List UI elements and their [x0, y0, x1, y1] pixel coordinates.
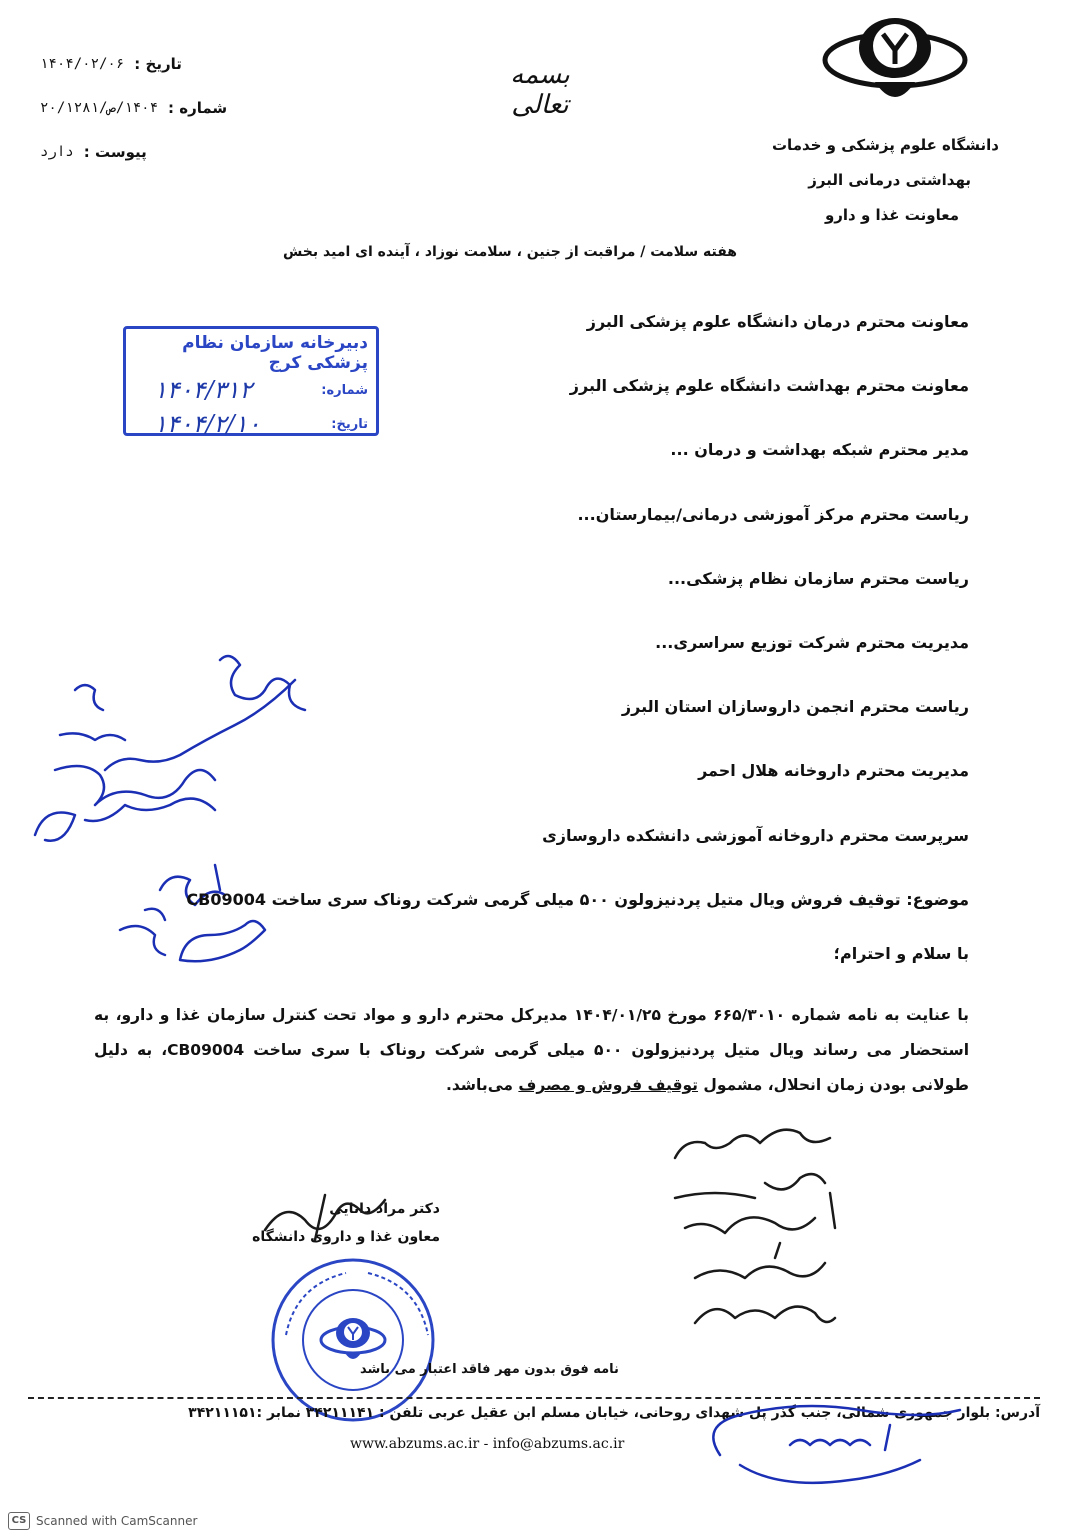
- recipient-item: سرپرست محترم داروخانه آموزشی دانشکده داروسازی: [542, 825, 969, 845]
- stamp-number-row: [134, 373, 368, 407]
- signature-scribble: [255, 1190, 395, 1250]
- attachment-value: دارد: [40, 144, 74, 160]
- basmala: بسمه تعالی: [510, 60, 570, 120]
- number-value: ۱۴۰۴/ص/۲۰/۱۲۸۱: [40, 100, 159, 116]
- stamp-date-label: تاریخ:: [331, 416, 368, 432]
- stamp-date-row: [134, 407, 368, 441]
- letter-meta: [40, 42, 270, 174]
- salutation: با سلام و احترام؛: [833, 944, 969, 963]
- organization-name: [772, 128, 999, 233]
- body-text-part1: با عنایت به نامه شماره ۶۶۵/۳۰۱۰ مورخ ۱۴۰۴/۰۱/۲۵ مدیرکل محترم دارو و مواد تحت کنترل سازمان غذا و دارو، به استحضار می رساند ویال متیل پردنیزولون ۵۰۰ میلی گرمی شرکت روناک با سری ساخت CB09004، به دلیل طولانی بودن زمان انحلال، مشمول: [94, 1006, 970, 1094]
- signer-name: دکتر مراد دانایی: [329, 1201, 440, 1217]
- handwritten-annotation: [655, 1118, 855, 1348]
- date-row: [40, 42, 270, 86]
- signer-title: معاون غذا و داروی دانشگاه: [252, 1229, 440, 1245]
- address-line: آدرس: بلوار جمهوری شمالی، جنب گذر پل شهدای روحانی، خیابان مسلم ابن عقیل عربی تلفن : ۳۴۲۱۱۱۴۱ نمابر :۳۴۲۱۱۱۵۱: [188, 1405, 1040, 1421]
- recipient-item: ریاست محترم سازمان نظام پزشکی...: [667, 568, 969, 588]
- scanner-watermark: [8, 1512, 197, 1530]
- stamp-date-value: ۱۴۰۴/۲/۱۰: [154, 410, 261, 438]
- handwritten-footer-initial: [680, 1395, 980, 1495]
- recipient-item: ریاست محترم انجمن داروسازان استان البرز: [621, 697, 969, 717]
- letter-body: [94, 998, 969, 1103]
- university-logo-icon: [820, 12, 970, 122]
- body-text-part2: می‌باشد.: [445, 1076, 519, 1094]
- date-value: ۱۴۰۴/۰۲/۰۶: [40, 56, 125, 72]
- recipient-item: مدیریت محترم داروخانه هلال احمر: [698, 761, 969, 781]
- scanner-text: Scanned with CamScanner: [36, 1514, 198, 1528]
- handwritten-referral-note: [15, 640, 315, 980]
- recipient-item: ریاست محترم مرکز آموزشی درمانی/بیمارستان...: [577, 504, 969, 524]
- number-label: شماره :: [168, 99, 228, 117]
- stamp-number-label: شماره:: [321, 382, 368, 398]
- date-label: تاریخ :: [134, 55, 182, 73]
- org-line-2: بهداشتی درمانی البرز: [808, 171, 971, 189]
- org-line-1: دانشگاه علوم پزشکی و خدمات: [771, 136, 999, 154]
- validity-note: نامه فوق بدون مهر فاقد اعتبار می باشد: [360, 1362, 619, 1377]
- recipient-list: [369, 300, 969, 878]
- attachment-row: [40, 130, 270, 174]
- website-line: www.abzums.ac.ir - info@abzums.ac.ir: [350, 1436, 625, 1452]
- camscanner-logo-icon: CS: [8, 1512, 30, 1530]
- recipient-item: معاونت محترم بهداشت دانشگاه علوم پزشکی البرز: [569, 376, 969, 396]
- stamp-number-value: ۱۴۰۴/۳۱۲: [154, 376, 253, 404]
- stamp-title: دبیرخانه سازمان نظام پزشکی کرج: [182, 333, 368, 373]
- body-emphasis: توقیف فروش و مصرف: [518, 1076, 699, 1094]
- number-row: [40, 86, 270, 130]
- official-seal-icon: [268, 1255, 438, 1425]
- subject-line: موضوع: توقیف فروش ویال متیل پردنیزولون ۵۰۰ میلی گرمی شرکت روناک سری ساخت CB09004: [186, 890, 969, 909]
- recipient-item: معاونت محترم درمان دانشگاه علوم پزشکی البرز: [586, 312, 969, 331]
- slogan: هفته سلامت / مراقبت از جنین ، سلامت نوزاد ، آینده ای امید بخش: [283, 244, 737, 260]
- recipient-item: مدیریت محترم شرکت توزیع سراسری...: [655, 632, 969, 652]
- attachment-label: پیوست :: [83, 143, 147, 161]
- org-line-3: معاونت غذا و دارو: [824, 206, 959, 224]
- registration-stamp: [123, 326, 379, 436]
- recipient-item: مدیر محترم شبکه بهداشت و درمان ...: [670, 440, 969, 460]
